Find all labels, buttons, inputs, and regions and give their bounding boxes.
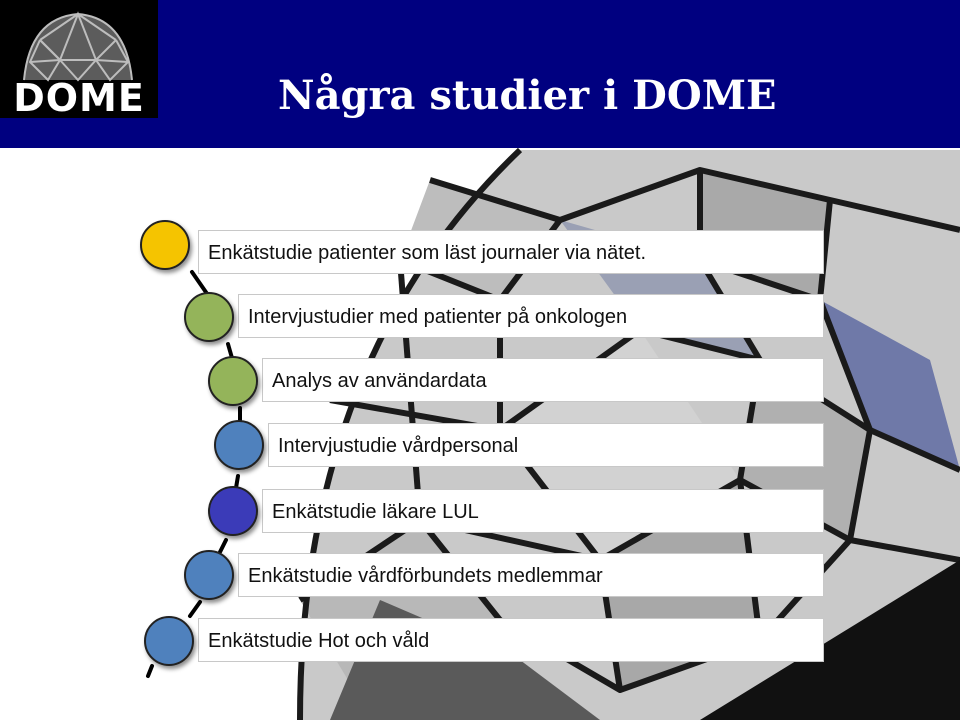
list-item-label: Enkätstudie vårdförbundets medlemmar	[248, 565, 603, 587]
list-item	[238, 294, 824, 338]
circle-bullet-icon	[140, 220, 190, 270]
list-item	[198, 230, 824, 274]
list-item	[238, 553, 824, 597]
circle-bullet-icon	[144, 616, 194, 666]
circle-bullet-icon	[208, 486, 258, 536]
circle-bullet-icon	[214, 420, 264, 470]
logo-text: DOME	[13, 76, 145, 118]
list-item-label: Intervjustudier med patienter på onkologen	[248, 306, 628, 328]
list-item-label: Enkätstudie läkare LUL	[272, 501, 479, 523]
circle-bullet-icon	[184, 550, 234, 600]
list-item-label: Enkätstudie Hot och våld	[208, 630, 430, 652]
list-item	[262, 358, 824, 402]
list-item	[268, 423, 824, 467]
list-item	[262, 489, 824, 533]
list-item-label: Enkätstudie patienter som läst journaler via nätet.	[208, 242, 647, 264]
circle-bullet-icon	[208, 356, 258, 406]
list-item	[198, 618, 824, 662]
list-item-label: Intervjustudie vårdpersonal	[278, 435, 519, 457]
title-band	[0, 0, 960, 148]
circle-bullet-icon	[184, 292, 234, 342]
list-item-label: Analys av användardata	[272, 370, 487, 392]
page-title: Några studier i DOME	[278, 72, 777, 119]
dome-logo	[0, 0, 158, 118]
